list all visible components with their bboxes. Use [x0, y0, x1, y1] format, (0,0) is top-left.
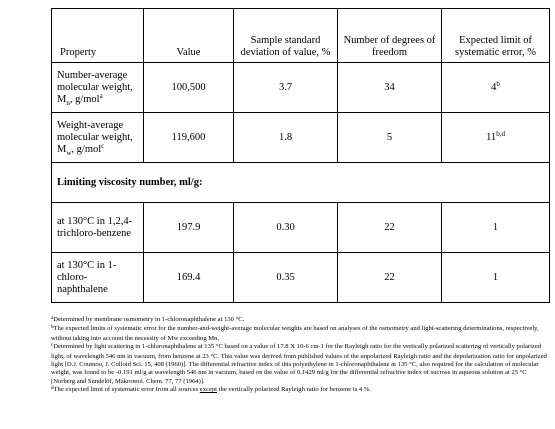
header-row: [52, 9, 550, 63]
value-cell: 197.9: [144, 203, 234, 253]
footnote-b: [51, 325, 549, 343]
footnote-c: [51, 343, 549, 386]
footnote-a: [51, 316, 549, 325]
std-cell: 1.8: [234, 113, 338, 163]
std-cell: 0.35: [234, 253, 338, 303]
symbol: M: [57, 143, 67, 155]
symbol-subscript: w: [66, 148, 72, 157]
property-label: Weight-average molecular weight,: [57, 119, 133, 143]
footnote-mark: a: [51, 316, 54, 321]
value-cell: 169.4: [144, 253, 234, 303]
dof-cell: 22: [338, 203, 442, 253]
dof-cell: 5: [338, 113, 442, 163]
property-cell: [52, 63, 144, 113]
footnote-mark: b: [51, 325, 54, 331]
header-std-dev: Sample standard deviation of value, %: [234, 9, 338, 63]
section-heading: Limiting viscosity number, ml/g:: [52, 163, 550, 203]
dof-cell: 22: [338, 253, 442, 303]
limit-cell: [442, 113, 550, 163]
value-cell: 100,500: [144, 63, 234, 113]
table-row: [52, 203, 550, 253]
limit-cell: 1: [442, 253, 550, 303]
footnote-text: Determined by membrane osmometry in 1-chloronaphthalene at 130 °C.: [53, 316, 245, 323]
std-cell: 3.7: [234, 63, 338, 113]
footnote-text: Determined by light scattering in 1-chloronaphthalene at 135 °C based on a value of 17.8 X 10-6 cm-1 for the Rayleigh ratio for the vertically polarized scattering of vertically polarized light, of wavelength 546 nm in vacuum, from benzene at 23 °C. This value was derived from published values of the unpolarized Rayleigh ratio and the depolarization ratio for unpolarized light [D.J. Coumou, J. Colloid Sci. 15, 408 (1960)]. The differential refractive index of this polyethylene in 1-chloronaphthalene at 135 °C, also required for the calculation of molecular weight, was found to be -0.191 ml/g at wavelength 546 nm in vacuum, based on the value of 0.1429 ml/g for the differential refractive index of sucrose in aqueous solution at 25 °C [Norberg and Sundelöf, Makromol. Chem. 77, 77 (1964)].: [51, 343, 547, 385]
section-row: [52, 163, 550, 203]
std-cell: 0.30: [234, 203, 338, 253]
unit: , g/mol: [71, 143, 102, 155]
value-cell: 119,600: [144, 113, 234, 163]
footnote-d: [51, 386, 549, 395]
footnote-text: The expected limit of systematic error from all sources: [53, 386, 200, 394]
property-label: Number-average molecular weight,: [57, 69, 133, 93]
unit: , g/mol: [69, 93, 100, 105]
table-row: [52, 253, 550, 303]
footnotes: [51, 316, 549, 396]
header-limit: Expected limit of systematic error, %: [442, 9, 550, 63]
footnote-ref: c: [101, 141, 105, 150]
limit-value: 11: [486, 131, 497, 143]
properties-table: [51, 8, 550, 303]
footnote-ref: a: [99, 91, 103, 100]
property-cell: at 130°C in 1,2,4-trichloro-benzene: [52, 203, 144, 253]
symbol: M: [57, 93, 67, 105]
footnote-mark: c: [51, 343, 54, 349]
table-row: [52, 63, 550, 113]
header-property: Property: [52, 9, 144, 63]
footnote-ref: b,d: [496, 129, 505, 138]
limit-cell: 1: [442, 203, 550, 253]
limit-cell: [442, 63, 550, 113]
table-row: [52, 113, 550, 163]
dof-cell: 34: [338, 63, 442, 113]
footnote-ref: b: [496, 79, 500, 88]
footnote-mark: d: [51, 386, 54, 392]
symbol-subscript: n: [66, 98, 70, 107]
limit-value: 4: [491, 81, 497, 93]
footnote-text: the vertically polarized Rayleigh ratio for benzene is 4 %.: [217, 386, 371, 394]
property-cell: at 130°C in 1-chloro-naphthalene: [52, 253, 144, 303]
property-cell: [52, 113, 144, 163]
header-dof: Number of degrees of freedom: [338, 9, 442, 63]
header-value: Value: [144, 9, 234, 63]
footnote-underlined: except: [199, 386, 218, 394]
footnote-text: The expected limits of systematic error for the number-and-weight-average molecular weights are based on analyses of the osmometry and light-scattering determinations, respectively, without taking into account the necessity of Mw exceeding Mn.: [51, 325, 539, 342]
